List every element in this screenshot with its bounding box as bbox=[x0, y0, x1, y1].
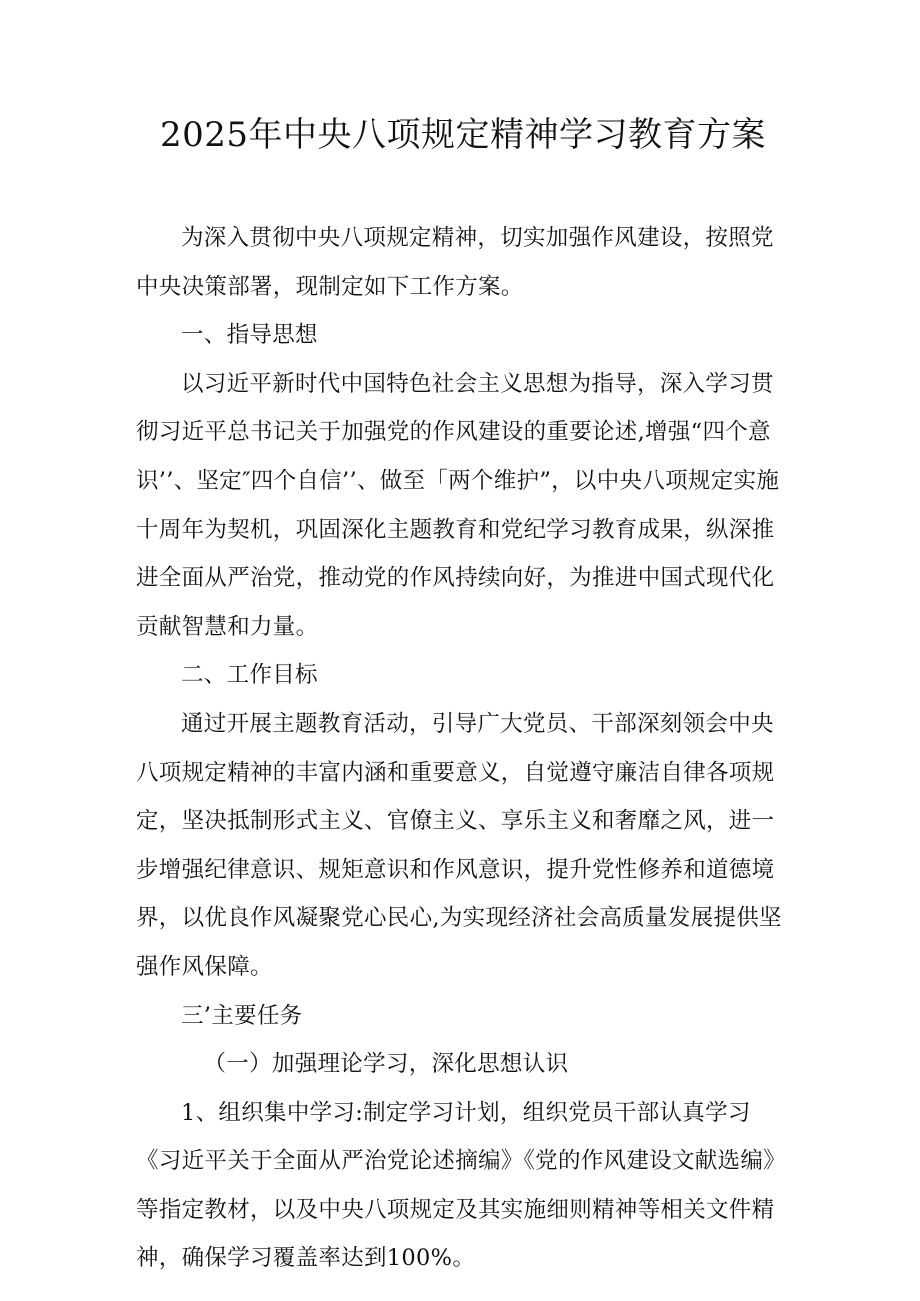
section-heading-work-goals: 二、工作目标 bbox=[181, 662, 318, 689]
list-item-centralized-study: 1、组织集中学习:制定学习计划，组织党员干部认真学习《习近平关于全面从严治党论述摘编》《党的作风建设文献选编》等指定教材，以及中央八项规定及其实施细则精神等相关文件精神，确保学习覆盖率达到100%。 bbox=[136, 1099, 786, 1272]
section-heading-main-tasks: 三’主要任务 bbox=[181, 1002, 303, 1029]
intro-paragraph: 为深入贯彻中央八项规定精神，切实加强作风建设，按照党中央决策部署，现制定如下工作方案。 bbox=[136, 225, 774, 300]
subsection-heading-theory-study: （一）加强理论学习，深化思想认识 bbox=[203, 1051, 569, 1078]
document-title: 2025年中央八项规定精神学习教育方案 bbox=[160, 115, 767, 155]
section-paragraph-guiding-ideology: 以习近平新时代中国特色社会主义思想为指导，深入学习贯彻习近平总书记关于加强党的作风建设的重要论述,增强“四个意识’’、坚定″四个自信’’、做至「两个维护”，以中央八项规定实施十周年为契机，巩固深化主题教育和党纪学习教育成果，纵深推进全面从严治党，推动党的作风持续向好，为推进中国式现代化贡献智慧和力量。 bbox=[136, 370, 780, 640]
section-paragraph-work-goals: 通过开展主题教育活动，引导广大党员、干部深刻领会中央八项规定精神的丰富内涵和重要意义，自觉遵守廉洁自律各项规定，坚决抵制形式主义、官僚主义、享乐主义和奢靡之风，进一步增强纪律意识、规矩意识和作风意识，提升党性修养和道德境界，以优良作风凝聚党心民心,为实现经济社会高质量发展提供坚强作风保障。 bbox=[136, 710, 782, 980]
section-heading-guiding-ideology: 一、指导思想 bbox=[181, 322, 318, 349]
document-body bbox=[136, 214, 796, 1283]
